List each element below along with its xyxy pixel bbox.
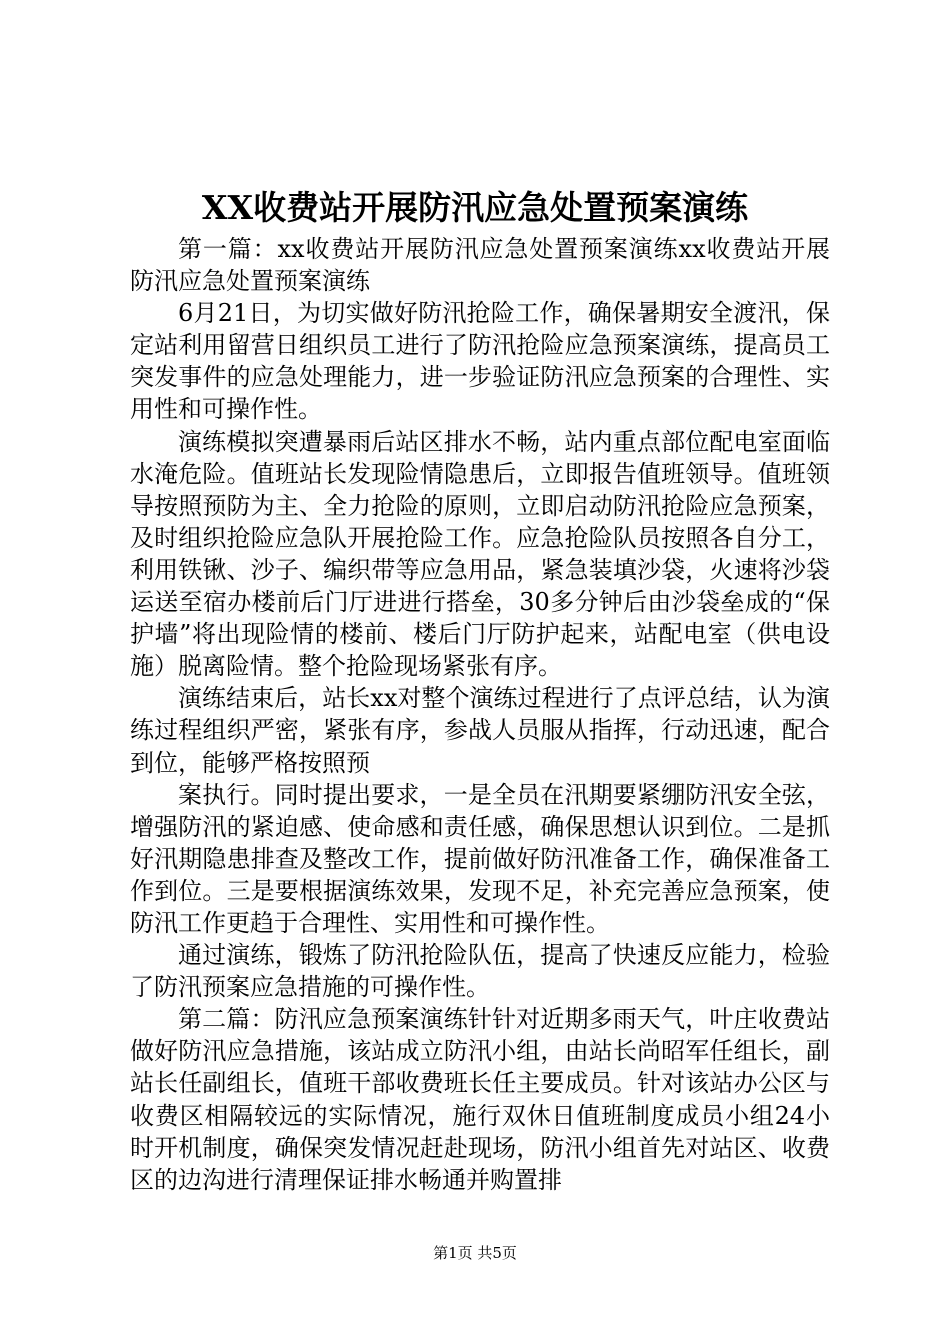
page-footer: 第1页 共5页	[433, 1244, 517, 1262]
document-body	[130, 233, 830, 1196]
paragraph-5: 案执行。同时提出要求，一是全员在汛期要紧绷防汛安全弦，增强防汛的紧迫感、使命感和责任感，确保思想认识到位。二是抓好汛期隐患排查及整改工作，提前做好防汛准备工作，确保准备工作到位。三是要根据演练效果，发现不足，补充完善应急预案，使防汛工作更趋于合理性、实用性和可操作性。	[130, 780, 830, 937]
paragraph-3: 演练模拟突遭暴雨后站区排水不畅，站内重点部位配电室面临水淹危险。值班站长发现险情隐患后，立即报告值班领导。值班领导按照预防为主、全力抢险的原则，立即启动防汛抢险应急预案，及时组织抢险应急队开展抢险工作。应急抢险队员按照各自分工，利用铁锹、沙子、编织带等应急用品，紧急装填沙袋，火速将沙袋运送至宿办楼前后门厅进进行搭垒，30多分钟后由沙袋垒成的“保护墙”将出现险情的楼前、楼后门厅防护起来，站配电室（供电设施）脱离险情。整个抢险现场紧张有序。	[130, 427, 830, 681]
paragraph-7: 第二篇：防汛应急预案演练针针对近期多雨天气，叶庄收费站做好防汛应急措施，该站成立防汛小组，由站长尚昭军任组长，副站长任副组长，值班干部收费班长任主要成员。针对该站办公区与收费区相隔较远的实际情况，施行双休日值班制度成员小组24小时开机制度，确保突发情况赶赴现场，防汛小组首先对站区、收费区的边沟进行清理保证排水畅通并购置排	[130, 1005, 830, 1194]
paragraph-4: 演练结束后，站长xx对整个演练过程进行了点评总结，认为演练过程组织严密，紧张有序，参战人员服从指挥，行动迅速，配合到位，能够严格按照预	[130, 684, 830, 777]
document-title: XX收费站开展防汛应急处置预案演练	[201, 188, 749, 227]
paragraph-2: 6月21日，为切实做好防汛抢险工作，确保暑期安全渡汛，保定站利用留营日组织员工进行了防汛抢险应急预案演练，提高员工突发事件的应急处理能力，进一步验证防汛应急预案的合理性、实用性和可操作性。	[130, 299, 830, 424]
paragraph-1: 第一篇：xx收费站开展防汛应急处置预案演练xx收费站开展防汛应急处置预案演练	[130, 235, 830, 296]
paragraph-6: 通过演练，锻炼了防汛抢险队伍，提高了快速反应能力，检验了防汛预案应急措施的可操作性。	[130, 941, 830, 1002]
